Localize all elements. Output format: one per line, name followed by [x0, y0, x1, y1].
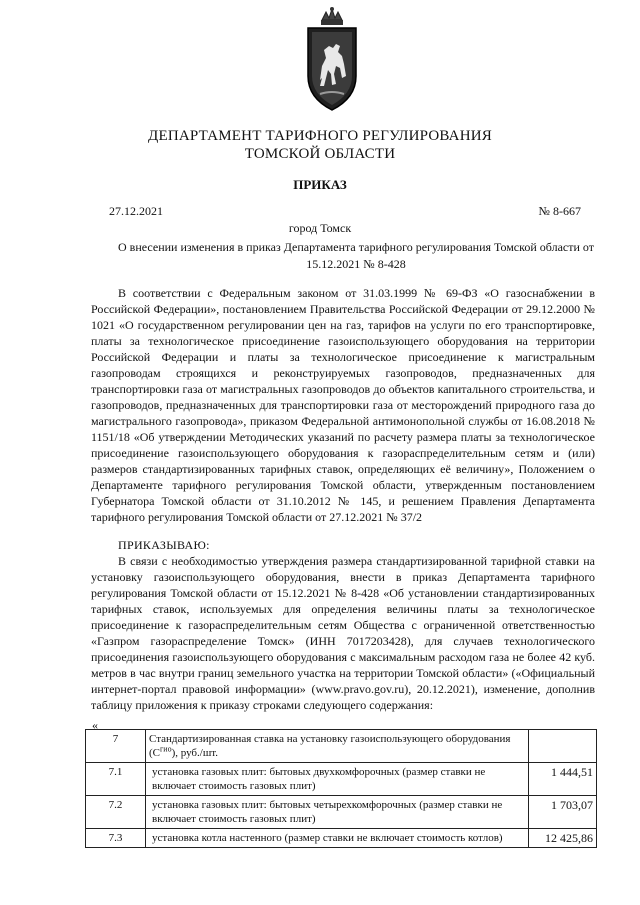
- rates-table: [85, 729, 597, 848]
- department-name-line2: ТОМСКОЙ ОБЛАСТИ: [244, 146, 396, 162]
- table-row: [86, 796, 597, 829]
- row-code: 7.3: [86, 829, 146, 848]
- row-code: 7: [86, 730, 146, 763]
- row-description: установка газовых плит: бытовых двухкомфорочных (размер ставки не включает стоимость газовых плит): [146, 763, 529, 796]
- row-code: 7.2: [86, 796, 146, 829]
- city-name: город Томск: [288, 221, 352, 235]
- row-description: Стандартизированная ставка на установку газоиспользующего оборудования $(С^{гио})$, руб./шт.: [146, 730, 529, 763]
- order-heading: ПРИКАЗЫВАЮ:: [118, 538, 210, 552]
- row-value: 1 703,07: [529, 796, 597, 829]
- table-row: [86, 763, 597, 796]
- document-title: ПРИКАЗ: [293, 177, 347, 192]
- row-description: установка газовых плит: бытовых четырехкомфорочных (размер ставки не включает стоимость газовых плит): [146, 796, 529, 829]
- order-subject: О внесении изменения в приказ Департамента тарифного регулирования Томской области от 15.12.2021 № 8-428: [118, 240, 594, 271]
- preamble-paragraph: В соответствии с Федеральным законом от 31.03.1999 № 69-ФЗ «О газоснабжении в Российской Федерации», постановлением Правительства Российской Федерации от 29.12.2000 № 1021 «О государственном регулировании цен на газ, тарифов на услуги по его транспортировке, платы за технологическое присоединение газоиспользующего оборудования на территории Российской Федерации и платы за технологическое присоединение к магистральным газопроводам строящихся и реконструируемых газопроводов, предназначенных для транспортировки газа от магистральных газопроводов до объектов капитального строительства, и газопроводов, предназначенных для транспортировки газа от месторождений природного газа до магистрального газопровода», приказом Федеральной антимонопольной службы от 16.08.2018 № 1151/18 «Об утверждении Методических указаний по расчету размера платы за технологическое присоединение газоиспользующего оборудования к газораспределительным сетям и (или) размеров стандартизированных тарифных ставок, определяющих её величину», Положением о Департаменте тарифного регулирования Томской области, утвержденным постановлением Губернатора Томской области от 31.10.2012 № 145, и решением Правления Департамента тарифного регулирования Томской области от 27.12.2021 № 37/2: [91, 286, 595, 524]
- order-number: № 8-667: [538, 204, 581, 218]
- row-description: установка котла настенного (размер ставки не включает стоимость котлов): [146, 829, 529, 848]
- table-row: [86, 829, 597, 848]
- open-quote: «: [92, 718, 98, 732]
- row-value: 1 444,51: [529, 763, 597, 796]
- order-date: 27.12.2021: [109, 204, 163, 218]
- row-code: 7.1: [86, 763, 146, 796]
- order-paragraph: В связи с необходимостью утверждения размера стандартизированной тарифной ставки на установку газоиспользующего оборудования, внести в приказ Департамента тарифного регулирования Томской области от 15.12.2021 № 8-428 «Об установлении стандартизированных тарифных ставок, используемых для определения величины платы за технологическое присоединение к газораспределительным сетям Общества с ограниченной ответственностью «Газпром газораспределение Томск» (ИНН 7017203428), для случаев технологического присоединения газоиспользующего оборудования с максимальным расходом газа не более 42 куб. метров в час внутри границ земельного участка на территории Томской области» («Официальный интернет-портал правовой информации» (www.pravo.gov.ru), 20.12.2021), изменение, дополнив таблицу приложения к приказу строками следующего содержания:: [91, 554, 595, 712]
- table-row: [86, 730, 597, 763]
- row-value: 12 425,86: [529, 829, 597, 848]
- department-name-line1: ДЕПАРТАМЕНТ ТАРИФНОГО РЕГУЛИРОВАНИЯ: [148, 128, 492, 144]
- coat-of-arms-icon: [300, 6, 364, 118]
- row-value: [529, 730, 597, 763]
